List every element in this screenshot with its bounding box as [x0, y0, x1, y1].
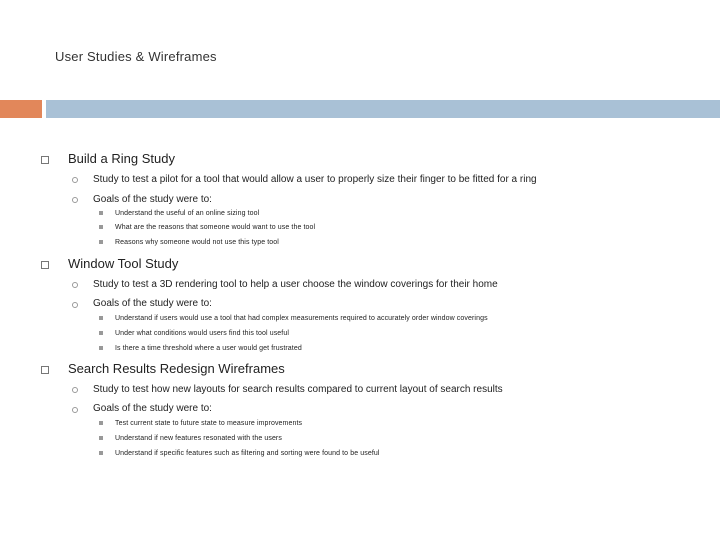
section-heading: Search Results Redesign Wireframes: [68, 361, 285, 376]
circle-bullet-icon: [72, 177, 78, 183]
square-bullet-icon: [99, 421, 103, 425]
circle-bullet-icon: [72, 302, 78, 308]
circle-bullet-icon: [72, 387, 78, 393]
square-bullet-icon: [99, 451, 103, 455]
subpoint-text: Understand if specific features such as filtering and sorting were found to be useful: [115, 450, 380, 457]
section-heading: Window Tool Study: [68, 256, 179, 271]
square-bullet-icon: [41, 156, 49, 164]
circle-bullet-icon: [72, 282, 78, 288]
square-bullet-icon: [41, 366, 49, 374]
point-text: Goals of the study were to:: [93, 403, 212, 414]
subpoint-text: Understand the useful of an online sizing tool: [115, 210, 260, 217]
subpoint-text: Understand if users would use a tool that had complex measurements required to accurately order window coverings: [115, 315, 488, 322]
square-bullet-icon: [99, 225, 103, 229]
square-bullet-icon: [41, 261, 49, 269]
square-bullet-icon: [99, 240, 103, 244]
square-bullet-icon: [99, 211, 103, 215]
subpoint-text: Under what conditions would users find this tool useful: [115, 330, 289, 337]
accent-bar-blue: [46, 100, 720, 118]
circle-bullet-icon: [72, 407, 78, 413]
slide-title: User Studies & Wireframes: [55, 49, 217, 64]
point-text: Study to test how new layouts for search results compared to current layout of search results: [93, 384, 503, 395]
subpoint-text: What are the reasons that someone would want to use the tool: [115, 224, 316, 231]
subpoint-text: Understand if new features resonated with the users: [115, 435, 282, 442]
circle-bullet-icon: [72, 197, 78, 203]
section-heading: Build a Ring Study: [68, 151, 175, 166]
subpoint-text: Test current state to future state to measure improvements: [115, 420, 303, 427]
accent-bar-orange: [0, 100, 42, 118]
subpoint-text: Reasons why someone would not use this type tool: [115, 239, 279, 246]
subpoint-text: Is there a time threshold where a user would get frustrated: [115, 345, 302, 352]
point-text: Goals of the study were to:: [93, 194, 212, 205]
point-text: Study to test a 3D rendering tool to help a user choose the window coverings for their home: [93, 279, 498, 290]
square-bullet-icon: [99, 316, 103, 320]
square-bullet-icon: [99, 436, 103, 440]
point-text: Goals of the study were to:: [93, 298, 212, 309]
square-bullet-icon: [99, 346, 103, 350]
square-bullet-icon: [99, 331, 103, 335]
point-text: Study to test a pilot for a tool that would allow a user to properly size their finger to be fitted for a ring: [93, 174, 537, 185]
